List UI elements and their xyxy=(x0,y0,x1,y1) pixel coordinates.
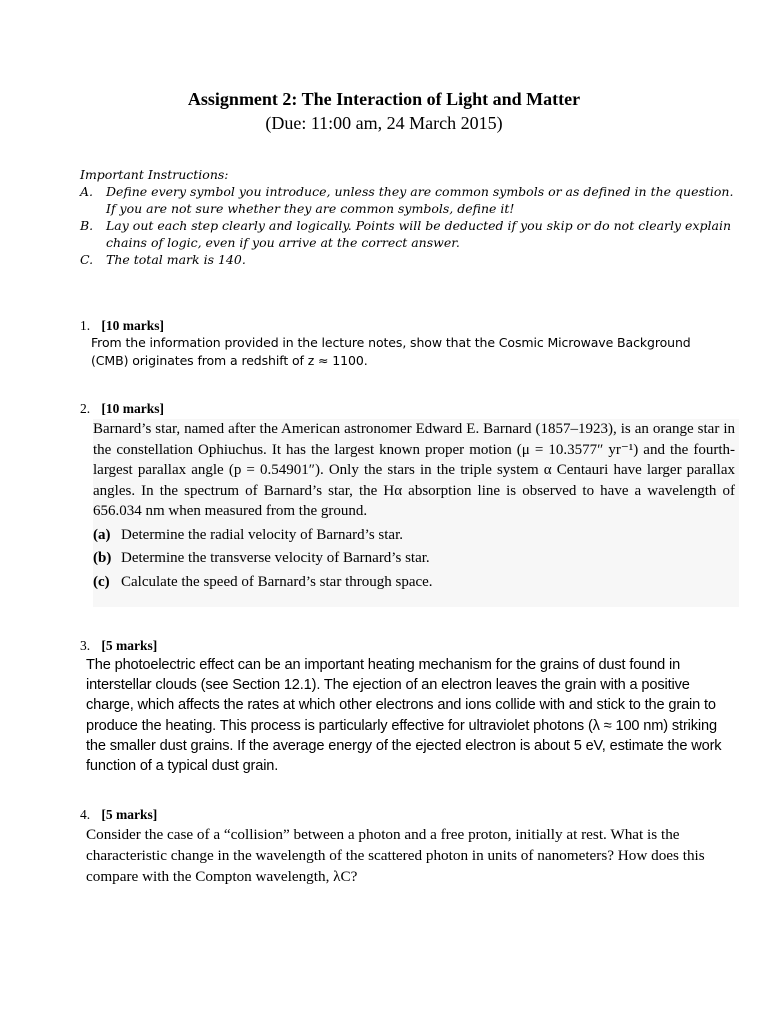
instructions-heading: Important Instructions: xyxy=(80,167,229,182)
question-4-text: Consider the case of a “collision” between a photon and a free proton, initially at rest. What is the characteristic change in the wavelength of the scattered photon in units of nanometers? How does this compare with the Compton wavelength, λC? xyxy=(86,826,705,885)
question-3-text: The photoelectric effect can be an important heating mechanism for the grains of dust found in interstellar clouds (see Section 12.1). The ejection of an electron leaves the grain with a positive charge, which affects the rates at which other electrons and ions collide with and stick to the grain to produce the heating. This process is particularly effective for ultraviolet photons (λ ≈ 100 nm) striking the smaller dust grains. If the average energy of the ejected electron is about 5 eV, estimate the work function of a typical dust grain. xyxy=(86,657,722,775)
question-1-header xyxy=(80,318,164,334)
part-text: Determine the transverse velocity of Barnard’s star. xyxy=(121,550,430,566)
question-1-text: From the information provided in the lecture notes, show that the Cosmic Microwave Background (CMB) originates from a redshift of z ≈ 1100. xyxy=(91,335,691,368)
instruction-text: Define every symbol you introduce, unless they are common symbols or as defined in the question. If you are not sure whether they are common symbols, define it! xyxy=(106,184,734,216)
question-2-part-c xyxy=(93,572,735,593)
question-2-part-b xyxy=(93,548,735,569)
question-number: 2. xyxy=(80,401,91,416)
instruction-item-a xyxy=(80,183,740,217)
part-label: (b) xyxy=(93,550,112,566)
due-date: (Due: 11:00 am, 24 March 2015) xyxy=(265,113,503,133)
question-3-header xyxy=(80,638,157,654)
question-4-header xyxy=(80,807,157,823)
question-number: 1. xyxy=(80,318,91,333)
instruction-letter: A. xyxy=(80,184,94,199)
question-2-text: Barnard’s star, named after the American astronomer Edward E. Barnard (1857–1923), is an orange star in the constellation Ophiuchus. It has the largest known proper motion (μ = 10.3577″ yr⁻¹) and the fourth-largest parallax angle (p = 0.54901″). Only the stars in the triple system α Centauri have larger parallax angles. In the spectrum of Barnard’s star, the Hα absorption line is observed to have a wavelength of 656.034 nm when measured from the ground. xyxy=(93,421,735,519)
question-marks: [5 marks] xyxy=(101,807,158,822)
instruction-item-b xyxy=(80,217,740,251)
instruction-item-c xyxy=(80,251,740,268)
question-marks: [10 marks] xyxy=(101,318,164,333)
question-marks: [5 marks] xyxy=(101,638,158,653)
instruction-text: Lay out each step clearly and logically. Points will be deducted if you skip or do not clearly explain chains of logic, even if you arrive at the correct answer. xyxy=(106,218,731,250)
question-number: 3. xyxy=(80,638,91,653)
question-2-part-a xyxy=(93,525,735,546)
instruction-letter: C. xyxy=(80,252,94,267)
assignment-title: Assignment 2: The Interaction of Light and Matter xyxy=(187,89,581,109)
instruction-text: The total mark is 140. xyxy=(106,252,246,267)
part-label: (a) xyxy=(93,526,111,543)
question-2-header xyxy=(80,401,164,417)
part-label: (c) xyxy=(93,573,110,590)
part-text: Determine the radial velocity of Barnard’s star. xyxy=(121,526,403,543)
question-number: 4. xyxy=(80,807,91,822)
question-marks: [10 marks] xyxy=(101,401,164,416)
important-instructions xyxy=(80,166,740,268)
part-text: Calculate the speed of Barnard’s star through space. xyxy=(121,573,433,590)
question-2-body xyxy=(93,419,739,607)
instruction-letter: B. xyxy=(80,218,94,233)
